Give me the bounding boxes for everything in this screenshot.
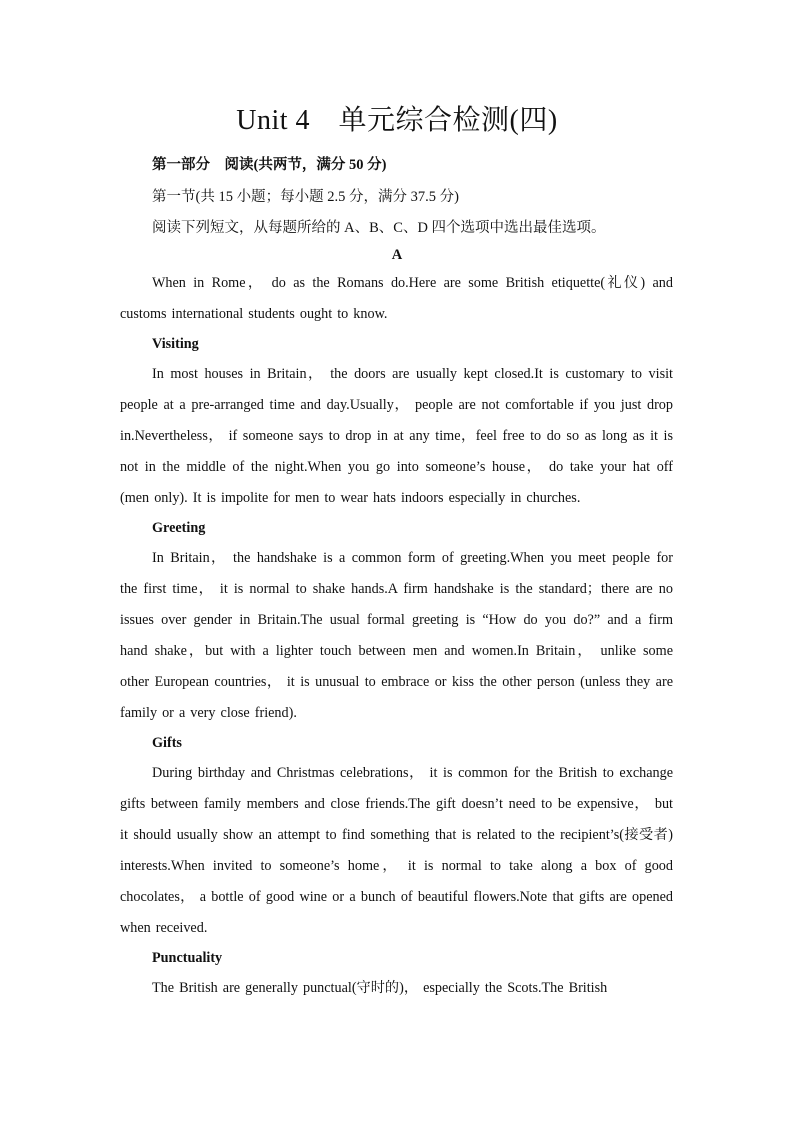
intro-paragraph: When in Rome， do as the Romans do.Here are some British etiquette(礼仪) and customs international students ought to know.: [120, 275, 673, 322]
section-text-greeting: In Britain， the handshake is a common form of greeting.When you meet people for the first time， it is normal to shake hands.A firm handshake is the standard；there are no issues over gender in Britain.The usual formal greeting is “How do you do?” and a firm hand shake，but with a lighter touch between men and women.In Britain， unlike some other European countries， it is unusual to embrace or kiss the other person (unless they are family or a very close friend).: [120, 550, 673, 721]
section-heading-visiting: Visiting: [152, 336, 199, 352]
section-one-heading: [152, 185, 459, 206]
section-text-punctuality: The British are generally punctual(守时的)， especially the Scots.The British: [152, 980, 608, 996]
section-heading-greeting: Greeting: [152, 520, 206, 536]
page-title: Unit 4 单元综合检测(四): [236, 105, 558, 136]
section-heading-punctuality: Punctuality: [152, 950, 223, 966]
section-heading-gifts: Gifts: [152, 735, 182, 751]
passage-label: A: [391, 247, 403, 263]
section-one-text: 第一节(共 15 小题；每小题 2.5 分，满分 37.5 分): [152, 189, 459, 205]
part-one-text: 第一部分 阅读(共两节，满分 50 分): [152, 157, 387, 173]
part-one-heading: [152, 153, 386, 174]
passage-body: [120, 268, 673, 1004]
instruction: 阅读下列短文，从每题所给的 A、B、C、D 四个选项中选出最佳选项。: [152, 220, 606, 236]
section-text-visiting: In most houses in Britain， the doors are usually kept closed.It is customary to visit people at a pre-arranged time and day.Usually， people are not comfortable if you just drop in.Nevertheless， if someone says to drop in at any time，feel free to do so as long as it is not in the middle of the night.When you go into someone’s house， do take your hat off (men only). It is impolite for men to wear hats indoors especially in churches.: [120, 366, 673, 506]
section-text-gifts: During birthday and Christmas celebrations， it is common for the British to exchange gifts between family members and close friends.The gift doesn’t need to be expensive， but it should usually show an attempt to find something that is related to the recipient’s(接受者) interests.When invited to someone’s home， it is normal to take along a box of good chocolates， a bottle of good wine or a bunch of beautiful flowers.Note that gifts are opened when received.: [120, 765, 673, 936]
